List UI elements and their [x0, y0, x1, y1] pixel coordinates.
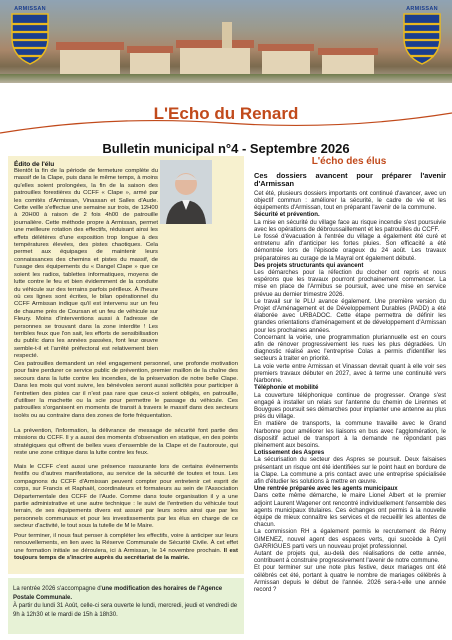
article-intro: Cet été, plusieurs dossiers importants ont continué d'avancer, avec un objectif commun : améliorer la sécurité, le cadre de vie et les équipements d'Armissan, tout en préparant l'avenir de la commune.: [254, 189, 446, 212]
editorial-para-4: Mais le CCFF c'est aussi une présence rassurante lors de certains événements festifs ou d'autres manifestations, au service de la sécurité de toutes et tous. Les compagnons du CCFF d'Armissan peuvent compter pour entretenir cet esprit de corps, sur Francis et Raphaël, coordinateurs et formateurs au sein de l'Association Départementale des CCFF de l'Aude. Comme dans toute organisation il y a une partie administrative et une autre technique : le suivi de l'entretien du véhicule tout terrain, de ses équipements divers est assuré par leurs soins ainsi que par les personnels communaux et pour les investissements par les élus en charge de ce secteur d'activité, le tout sous la tutelle de M le Maire.: [14, 464, 238, 530]
editorial-para-5: Pour terminer, il nous faut penser à compléter les effectifs, voire à anticiper sur leurs renouvellements, en lien avec la Réserve Communale de Sécurité Civile. À cet effet une formation initiale se déroulera, ici à Armissan, le 14 novembre prochain. Il est toujours temps de s'inscrire auprès du secrétariat de la mairie.: [14, 533, 238, 562]
section-text-projects-4: La voie verte entre Armissan et Vinassan devrait quant à elle voir ses premiers travaux débuter en 2027, avec à terme une continuité vers Narbonne.: [254, 362, 446, 385]
editorial-call-to-action: Il est toujours temps de s'inscrire auprès du secrétariat de la mairie.: [14, 547, 238, 562]
elus-article: [254, 172, 446, 636]
section-title-projects: Des projets structurants qui avancent: [254, 261, 364, 269]
editorial-para-1: Bientôt la fin de la période de fermeture complète du massif de la Clape, puis dans le même temps, à moins qu'elles soient prolongées, la fin de la saison des patrouilles forestières du CCFF « Clape », armé par les comités d'Armissan, Vinassan et Salles d'Aude. Cette veille s'effectue une semaine sur trois, de 12H00 à 20H00 à raison de 2 fois 4h00 de patrouille journalière. Cette méthode propre à Armissan, permet une meilleure rotation des effectifs, réduisant ainsi les effets délétères d'une exposition trop longue à des températures élevées, des pistes chaotiques. Cela permet aux équipages de maintenir leurs connaissances des chemins et pistes du massif, de l'usage des équipements du « Dangel Clape » que ce soient les radios, tablettes informatiques, moyens de lutte contre le feu et bien évidemment de la conduite du véhicule sur des terrains parfois périlleux. À l'heure où ces lignes sont écrites, le bilan opérationnel du CCFF Armissan indique qu'il est intervenu sur un feu de chaume près de Coursan et un feu de véhicule sur Fleury. Moins d'interventions aussi à l'adresse de personnes se trouvant dans la zone interdite ! Les terribles feux que l'on sait, les efforts de sensibilisation du public dans les années passées, font leur œuvre semble-t-il et l'arrêté préfectoral est relativement bien respecté.: [14, 168, 158, 360]
section-text-telephony: La couverture téléphonique continue de progresser. Orange s'est engagé à installer un relais sur l'antenne du chemin de Lirennes et Bouygues poursuit ses démarches pour implanter une antenne au plus près du village.: [254, 391, 446, 421]
editorial-heading: Édito de l'élu: [14, 161, 55, 168]
section-text-security-2: Le fossé d'évacuation à l'entrée du village a également été curé et entretenu afin d'anticiper les fortes pluies. Son efficacité a été démontrée lors de l'épisode orageux du 24 août. Les travaux préparatoires au curage de la Mayral ont également débuté.: [254, 233, 446, 262]
article-outro-2: Et pour terminer sur une note plus festive, deux mariages ont été célébrés cet été, portant à quatre le nombre de mariages célébrés à Armissan depuis le début de l'année. 2026 sera-t-elle une année record ?: [254, 564, 446, 593]
section-title-agents: Une rentrée préparée avec les agents municipaux: [254, 485, 398, 493]
editorial-para-3: La prévention, l'information, la délivrance de message de sécurité font partie des missions du CCFF. Il y a aussi des moments d'observation en statique, en des points stratégiques qui offrent de belles vues d'ensemble de la Clape et de l'autoroute, qui reste une zone critique dans la lutte contre les feux.: [14, 428, 238, 457]
editorial-para-2: Ces patrouilles demandent un réel engagement personnel, une profonde motivation pour faire perdurer ce service public de prévention, premier maillon de la chaîne des secours dans la lutte contre les incendies, de la préservation de notre belle Clape. Dans les mois qui vont suivre, les bénévoles seront aussi sollicités pour participer à l'entretien des pistes car il n'est pas rare que ceux-ci soient obligés, en patrouille, d'utiliser la machette ou la scie pour permettre le passage du véhicule. Ces patrouilles s'organisent en moments de transit à travers le massif dans des secteurs isolés ou au contraire dans des zones de forte fréquentation.: [14, 361, 238, 419]
section-text-telephony-2: En matière de transports, la commune travaille avec le Grand Narbonne pour améliorer les liaisons en bus avec l'agglomération, le dispositif actuel de transport à la demande ne répondant pas pleinement aux besoins.: [254, 420, 446, 449]
article-headline: Ces dossiers avancent pour préparer l'avenir d'Armissan: [254, 171, 446, 189]
post-office-notice: [8, 578, 244, 634]
section-text-projects: Les démarches pour la réfection du clocher ont repris et nous espérons que les travaux pourront prochainement commencer. La mise en place de l'Armibus se poursuit, avec une mise en service prévue au dernier trimestre 2026.: [254, 269, 446, 298]
section-title-aspres: Lotissement des Aspres: [254, 449, 325, 457]
article-outro: Autant de projets qui, au-delà des réalisations de cette année, contribuent à construire progressivement l'avenir de notre commune.: [254, 549, 446, 565]
section-title-security: Sécurité et prévention.: [254, 211, 320, 219]
journal-title: L'Echo du Renard: [153, 104, 299, 123]
section-text-security: La mise en sécurité du village face au risque incendie s'est poursuivie avec les opérations de débroussaillement et les patrouilles du CCFF.: [254, 218, 446, 233]
section-text-agents: Dans cette même démarche, le maire Lionel Albert et le premier adjoint Laurent Wagener ont rencontré individuellement l'ensemble des agents municipaux titulaires. Ces échanges ont permis à la nouvelle équipe de mieux connaître les services et de recueillir les attentes de chacun.: [254, 492, 446, 529]
armissan-coat-of-arms-left: ARMISSAN: [4, 4, 56, 66]
elected-official-photo: [160, 160, 212, 224]
bulletin-title: Bulletin municipal n°4 - Septembre 2026: [102, 141, 350, 156]
editorial-box: [8, 156, 244, 574]
section-text-agents-2: La commission RH a également permis le recrutement de Rémy GIMENEZ, nouvel agent des espaces verts, qui succède à Cyril GARRIGUES parti vers un nouveau projet professionnel.: [254, 528, 446, 550]
elus-section-title: L'écho des élus: [311, 156, 387, 167]
section-title-telephony: Téléphonie et mobilité: [254, 384, 319, 392]
armissan-coat-of-arms-right: ARMISSAN: [396, 4, 448, 66]
section-text-projects-3: Concernant la voirie, une programmation pluriannuelle est en cours afin de rénover progressivement les rues les plus dégradées. Un diagnostic réalisé avec l'entreprise Colas a permis d'identifier les secteurs à traiter en priorité.: [254, 333, 446, 363]
notice-text: La rentrée 2026 s'accompagne d'une modification des horaires de l'Agence Postale Communale. À partir du lundi 31 Août, celle-ci sera ouverte le lundi, mercredi, jeudi et vendredi de 9h à 12h30 et le mardi de 15h à 18h30.: [13, 586, 238, 618]
header-banner-photo: [0, 0, 452, 83]
section-text-aspres: La sécurisation du secteur des Aspres se poursuit. Deux faisaises présentant un risque ont été identifiées sur le point haut en bordure de la Clape. La commune a pris contact avec une entreprise spécialisée afin d'étudier les solutions à mettre en œuvre.: [254, 456, 446, 485]
section-text-projects-2: Le travail sur le PLU avance également. Une première version du Projet d'Aménagement et de Développement Durables (PADD) a été élaborée avec URBADOC. Cette étape permettra de définir les grandes orientations d'aménagement et de développement d'Armissan pour les prochaines années.: [254, 297, 446, 334]
